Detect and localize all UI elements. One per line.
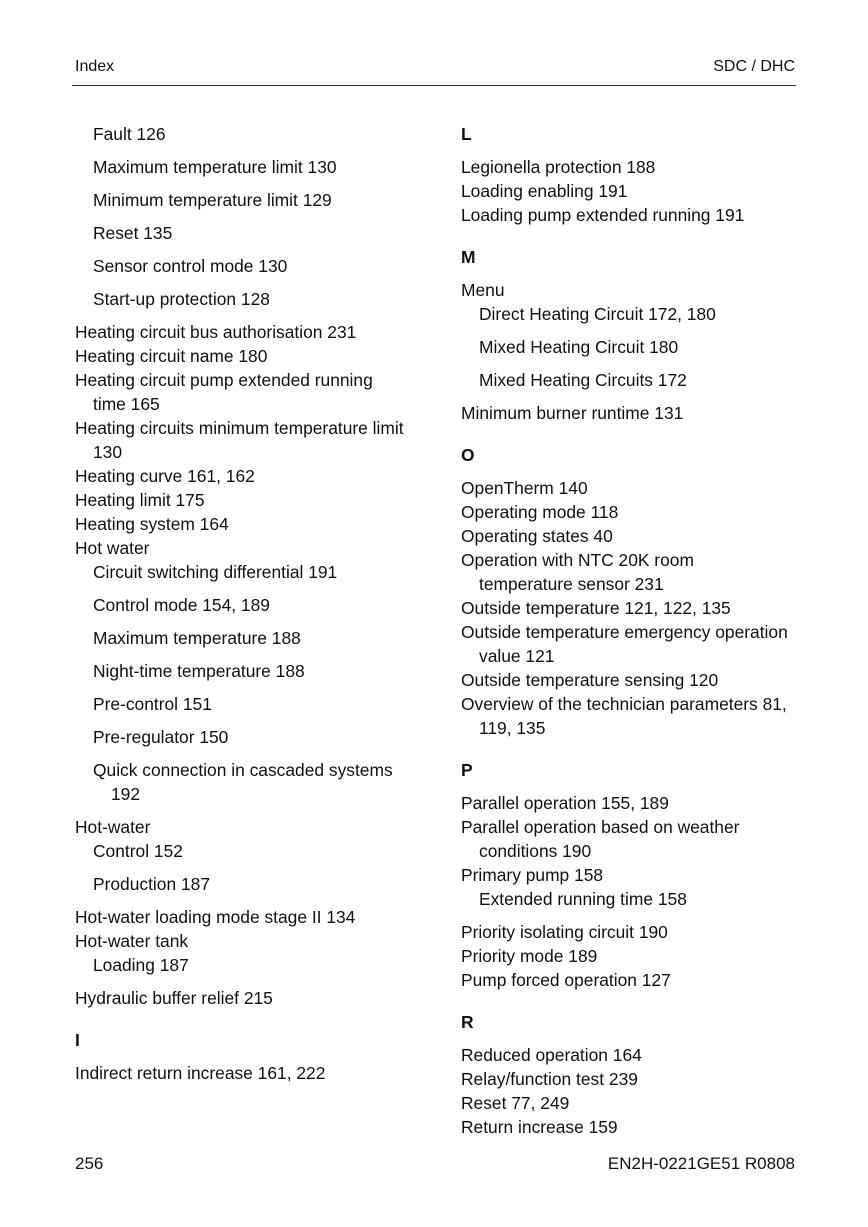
index-subentry [75, 626, 435, 650]
index-entry [461, 815, 801, 863]
index-entry [461, 863, 801, 887]
index-entry-text: Priority mode 189 [461, 946, 598, 966]
header-divider [72, 85, 796, 86]
index-entry-text: Operating mode 118 [461, 502, 619, 522]
index-entry-text: OpenTherm 140 [461, 478, 588, 498]
index-entry-text: Control mode 154, 189 [93, 595, 270, 615]
index-entry-text: Sensor control mode 130 [93, 256, 288, 276]
index-entry-text: Hot-water tank [75, 931, 189, 951]
index-subentry [461, 335, 801, 359]
index-entry [461, 968, 801, 992]
index-entry [75, 416, 435, 464]
index-entry-text: Legionella protection 188 [461, 157, 656, 177]
index-entry-text: Heating limit 175 [75, 490, 205, 510]
index-subentry [461, 887, 801, 911]
index-entry [75, 464, 435, 488]
index-entry [75, 536, 435, 560]
index-entry-text: Hot water [75, 538, 150, 558]
index-entry-text: Reset 77, 249 [461, 1093, 570, 1113]
index-entry-text: Circuit switching differential 191 [93, 562, 338, 582]
index-subentry [75, 188, 435, 212]
index-entry-continuation: time 165 [93, 394, 160, 414]
index-entry-text: L [461, 124, 472, 144]
index-entry [461, 944, 801, 968]
index-letter-heading [461, 122, 801, 146]
index-entry [461, 476, 801, 500]
index-subentry [75, 221, 435, 245]
index-entry-text: O [461, 445, 475, 465]
index-entry-text: Quick connection in cascaded systems [93, 760, 393, 780]
document-code: EN2H-0221GE51 R0808 [607, 1154, 795, 1173]
index-entry-text: Pre-regulator 150 [93, 727, 229, 747]
index-entry [461, 920, 801, 944]
index-entry-text: Operating states 40 [461, 526, 613, 546]
index-subentry [75, 254, 435, 278]
index-entry-text: Menu [461, 280, 505, 300]
index-entry-text: Parallel operation 155, 189 [461, 793, 669, 813]
index-entry [75, 320, 435, 344]
index-entry [461, 1067, 801, 1091]
index-entry [461, 596, 801, 620]
index-entry-text: Start-up protection 128 [93, 289, 270, 309]
index-entry-text: Mixed Heating Circuits 172 [479, 370, 687, 390]
index-subentry [75, 122, 435, 146]
index-subentry [461, 368, 801, 392]
index-entry-continuation: conditions 190 [479, 841, 592, 861]
header-document-title: SDC / DHC [713, 58, 795, 75]
index-entry-text: Heating circuit pump extended running [75, 370, 373, 390]
index-entry-text: Reset 135 [93, 223, 173, 243]
index-subentry [75, 758, 435, 806]
index-entry [75, 512, 435, 536]
index-entry [75, 986, 435, 1010]
index-entry-text: Reduced operation 164 [461, 1045, 642, 1065]
index-column-right [461, 122, 801, 1139]
index-subentry [75, 287, 435, 311]
index-entry-text: Pre-control 151 [93, 694, 212, 714]
index-entry-text: Outside temperature emergency operation [461, 622, 788, 642]
index-entry-text: P [461, 760, 473, 780]
index-entry-text: Pump forced operation 127 [461, 970, 671, 990]
index-entry-text: Outside temperature sensing 120 [461, 670, 719, 690]
index-entry-continuation: value 121 [479, 646, 555, 666]
index-subentry [75, 692, 435, 716]
index-entry-continuation: temperature sensor 231 [479, 574, 664, 594]
index-letter-heading [75, 1028, 435, 1052]
index-subentry [75, 155, 435, 179]
index-entry-text: Maximum temperature limit 130 [93, 157, 337, 177]
index-entry-text: Outside temperature 121, 122, 135 [461, 598, 731, 618]
index-entry [75, 488, 435, 512]
index-entry [75, 368, 435, 416]
index-subentry [75, 953, 435, 977]
index-entry-continuation: 119, 135 [479, 718, 546, 738]
index-entry-text: Loading pump extended running 191 [461, 205, 745, 225]
index-entry-text: Heating circuit name 180 [75, 346, 268, 366]
index-entry-text: Fault 126 [93, 124, 166, 144]
index-entry [75, 905, 435, 929]
index-entry [461, 203, 801, 227]
index-entry-text: Hydraulic buffer relief 215 [75, 988, 273, 1008]
index-entry-text: Heating system 164 [75, 514, 229, 534]
index-entry [461, 401, 801, 425]
index-entry [461, 1091, 801, 1115]
index-entry [461, 1043, 801, 1067]
index-entry-text: Relay/function test 239 [461, 1069, 638, 1089]
index-entry-text: Loading enabling 191 [461, 181, 628, 201]
index-letter-heading [461, 1010, 801, 1034]
index-entry-text: Return increase 159 [461, 1117, 618, 1137]
index-subentry [75, 725, 435, 749]
index-entry [461, 668, 801, 692]
index-subentry [75, 872, 435, 896]
index-entry-text: Control 152 [93, 841, 183, 861]
index-entry [461, 548, 801, 596]
index-entry [461, 155, 801, 179]
index-entry-text: Parallel operation based on weather [461, 817, 740, 837]
index-entry-text: Heating curve 161, 162 [75, 466, 255, 486]
index-entry-text: Primary pump 158 [461, 865, 604, 885]
index-entry [75, 815, 435, 839]
index-entry-text: Priority isolating circuit 190 [461, 922, 668, 942]
index-entry-text: Heating circuits minimum temperature limit [75, 418, 404, 438]
index-entry-text: Direct Heating Circuit 172, 180 [479, 304, 716, 324]
index-entry-text: Night-time temperature 188 [93, 661, 305, 681]
index-entry-text: Extended running time 158 [479, 889, 687, 909]
page-number: 256 [75, 1154, 104, 1173]
index-subentry [75, 593, 435, 617]
index-entry [461, 278, 801, 302]
index-entry [75, 1061, 435, 1085]
index-entry [461, 620, 801, 668]
index-entry-text: Operation with NTC 20K room [461, 550, 694, 570]
index-entry-text: Heating circuit bus authorisation 231 [75, 322, 357, 342]
index-entry-text: M [461, 247, 476, 267]
index-entry-continuation: 130 [93, 442, 123, 462]
header-section-title: Index [75, 58, 115, 75]
index-entry-text: Hot-water [75, 817, 151, 837]
index-subentry [75, 839, 435, 863]
index-entry-text: Production 187 [93, 874, 210, 894]
index-entry [461, 791, 801, 815]
index-entry [75, 929, 435, 953]
index-entry-text: Minimum temperature limit 129 [93, 190, 332, 210]
index-entry-text: Maximum temperature 188 [93, 628, 301, 648]
index-subentry [75, 659, 435, 683]
index-entry-text: Hot-water loading mode stage II 134 [75, 907, 356, 927]
index-entry-text: Minimum burner runtime 131 [461, 403, 684, 423]
index-entry-text: I [75, 1030, 80, 1050]
index-subentry [461, 302, 801, 326]
index-subentry [75, 560, 435, 584]
index-entry [461, 500, 801, 524]
index-entry-text: Indirect return increase 161, 222 [75, 1063, 326, 1083]
index-column-left [75, 122, 435, 1085]
index-entry-text: R [461, 1012, 474, 1032]
index-letter-heading [461, 443, 801, 467]
index-entry-text: Overview of the technician parameters 81, [461, 694, 787, 714]
index-entry-continuation: 192 [111, 784, 141, 804]
index-entry-text: Loading 187 [93, 955, 189, 975]
index-entry [461, 524, 801, 548]
index-entry-text: Mixed Heating Circuit 180 [479, 337, 679, 357]
index-entry [75, 344, 435, 368]
index-letter-heading [461, 245, 801, 269]
index-entry [461, 1115, 801, 1139]
index-letter-heading [461, 758, 801, 782]
index-entry [461, 692, 801, 740]
index-entry [461, 179, 801, 203]
